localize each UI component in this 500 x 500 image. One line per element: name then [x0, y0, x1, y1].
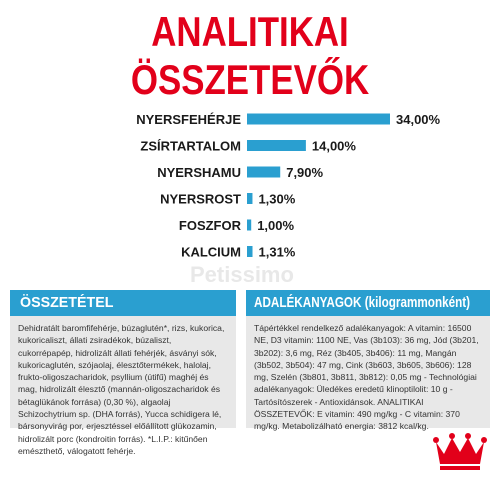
- category-label: FOSZFOR: [178, 218, 241, 233]
- bar: [247, 193, 252, 204]
- additives-text: Tápértékkel rendelkező adalékanyagok: A vitamin: 16500 NE, D3 vitamin: 1100 NE, Vas (3b103): 36 mg, Jód (3b201, 3b202): 3,6 mg, Réz (3b405, 3b406): 11 mg, Mangán (3b502, 3b504): 47 mg, Cink (3b603, 3b605, 3b606): 128 mg, Szelén (3b801, 3b811, 3b812): 0,05 mg - Technológiai adalékanyagok: Üledékes eredetű klinoptilolit: 10 g - Tartósítószerek - Antioxidánsok. ANALITIKAI ÖSSZETEVŐK: E vitamin: 490 mg/kg - C vitamin: 370 mg/kg. Metabolizálható energia: 3812 kcal/kg.: [246, 316, 490, 428]
- bar: [247, 167, 280, 178]
- category-label: NYERSROST: [160, 191, 241, 207]
- category-label: NYERSFEHÉRJE: [136, 112, 241, 127]
- value-label: 1,00%: [257, 218, 295, 233]
- additives-heading: [246, 290, 490, 316]
- value-label: 14,00%: [311, 138, 356, 154]
- composition-text: Dehidratált baromfifehérje, búzaglutén*, rizs, kukorica, kukoricaliszt, állati zsiradékok, búzaliszt, cukorrépapép, hidrolizált állati fehérjék, ásványi sók, kukoricaglutén, szójaolaj, élesztőtermékek, halolaj, frukto-oligoszacharidok, psyllium (útifű) maghéj és mag, hidrolizált élesztő (mannán-oligoszacharidok és bétaglükánok forrása) (0,30 %), algaolaj Schizochytrium sp. (DHA forrás), Yucca schidigera lé, bársonyvirág por, erjesztéssel előállított glükozamin, hidrolizált porc (kondroitin forrás). *L.I.P.: kitűnően emészthető, válogatott fehérje.: [10, 316, 236, 428]
- value-label: 34,00%: [396, 112, 441, 127]
- bar: [247, 220, 251, 231]
- composition-heading-label: ÖSSZETÉTEL: [20, 294, 114, 311]
- bar: [247, 140, 306, 151]
- watermark-logo: [190, 262, 294, 288]
- value-label: 1,30%: [258, 191, 296, 207]
- page-title: ANALITIKAI ÖSSZETEVŐK: [130, 8, 370, 103]
- category-label: KALCIUM: [181, 244, 241, 260]
- bar: [247, 246, 253, 257]
- additives-heading-label: ADALÉKANYAGOK (kilogrammonként): [254, 294, 471, 311]
- value-label: 7,90%: [286, 165, 324, 180]
- category-label: NYERSHAMU: [157, 165, 241, 180]
- composition-heading: [10, 290, 236, 316]
- value-label: 1,31%: [258, 244, 296, 260]
- category-label: ZSÍRTARTALOM: [140, 138, 241, 154]
- watermark-text: Petissimo: [190, 262, 294, 287]
- royal-canin-crown-logo: [430, 428, 490, 492]
- bar: [247, 114, 390, 125]
